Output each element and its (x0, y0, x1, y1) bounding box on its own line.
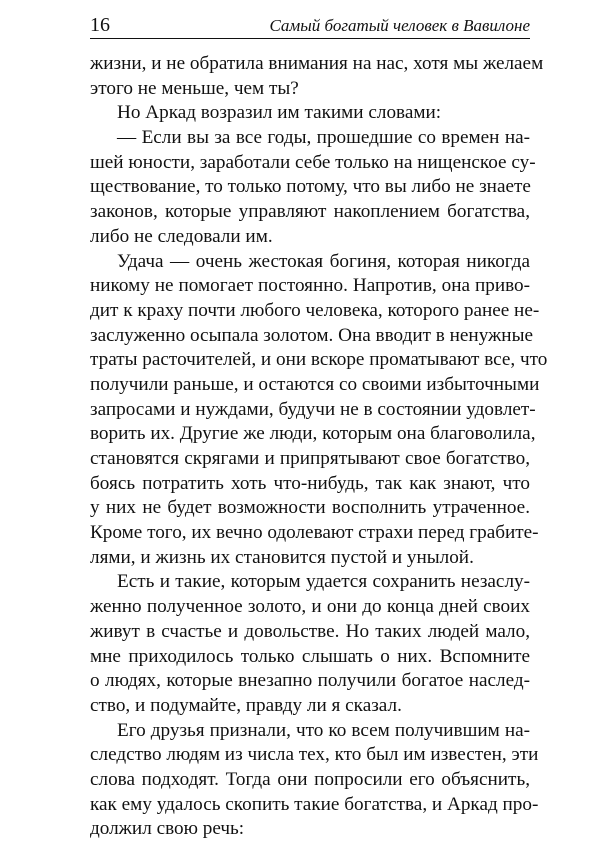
text-line: Есть и такие, которым удается сохранить незаслу- (117, 571, 530, 593)
text-line: боясь потратить хоть что-нибудь, так как знают, что (90, 472, 530, 494)
book-title: Самый богатый человек в Вавилоне (269, 16, 530, 35)
text-line: этого не меньше, чем ты? (90, 77, 299, 99)
text-line: шей юности, заработали себе только на нищенское су- (90, 151, 536, 173)
text-line: дит к краху почти любого человека, которого ранее не- (90, 299, 540, 321)
text-line: лями, и жизнь их становится пустой и унылой. (90, 546, 474, 568)
text-line: либо не следовали им. (90, 225, 273, 247)
text-line: Его друзья признали, что ко всем получившим на- (117, 719, 530, 741)
text-line: — Если вы за все годы, прошедшие со времен на- (117, 127, 530, 149)
text-line: заслуженно осыпала золотом. Она вводит в ненужные (90, 324, 533, 346)
book-page (90, 12, 548, 840)
body-text (90, 52, 548, 842)
text-line: Но Аркад возразил им такими словами: (117, 102, 442, 124)
text-line: становятся скрягами и припрятывают свое богатство, (90, 448, 530, 469)
page-number: 16 (90, 14, 110, 36)
text-line: живут в счастье и довольстве. Но таких людей мало, (90, 620, 530, 642)
text-line: ворить их. Другие же люди, которым она благоволила, (90, 423, 536, 445)
text-line: слова подходят. Тогда они попросили его объяснить, (90, 768, 530, 790)
text-line: траты расточителей, и они вскоре проматывают все, что (90, 349, 548, 371)
text-line: о людях, которые внезапно получили богатое наслед- (90, 670, 530, 692)
text-line: Кроме того, их вечно одолевают страхи перед грабите- (90, 522, 539, 544)
text-line: должил свою речь: (90, 818, 245, 840)
text-line: получили раньше, и остаются со своими избыточными (90, 373, 540, 395)
text-line: женно полученное золото, и они до конца дней своих (90, 596, 530, 618)
running-head (90, 12, 530, 39)
text-line: законов, которые управляют накоплением богатства, (90, 201, 530, 223)
text-line: запросами и нуждами, будучи не в состоянии удовлет- (90, 398, 536, 420)
text-line: как ему удалось скопить такие богатства, и Аркад про- (90, 793, 539, 815)
text-line: ство, и подумайте, правду ли я сказал. (90, 694, 402, 716)
text-line: следство людям из числа тех, кто был им известен, эти (90, 744, 539, 766)
text-line: Удача — очень жестокая богиня, которая никогда (117, 250, 530, 272)
text-line: мне приходилось только слышать о них. Вспомните (90, 645, 530, 667)
text-line: никому не помогает постоянно. Напротив, она приво- (90, 275, 530, 297)
text-line: у них не будет возможности восполнить утраченное. (90, 497, 530, 519)
text-line: ществование, то только потому, что вы либо не знаете (90, 176, 531, 198)
text-line: жизни, и не обратила внимания на нас, хотя мы желаем (90, 53, 544, 74)
